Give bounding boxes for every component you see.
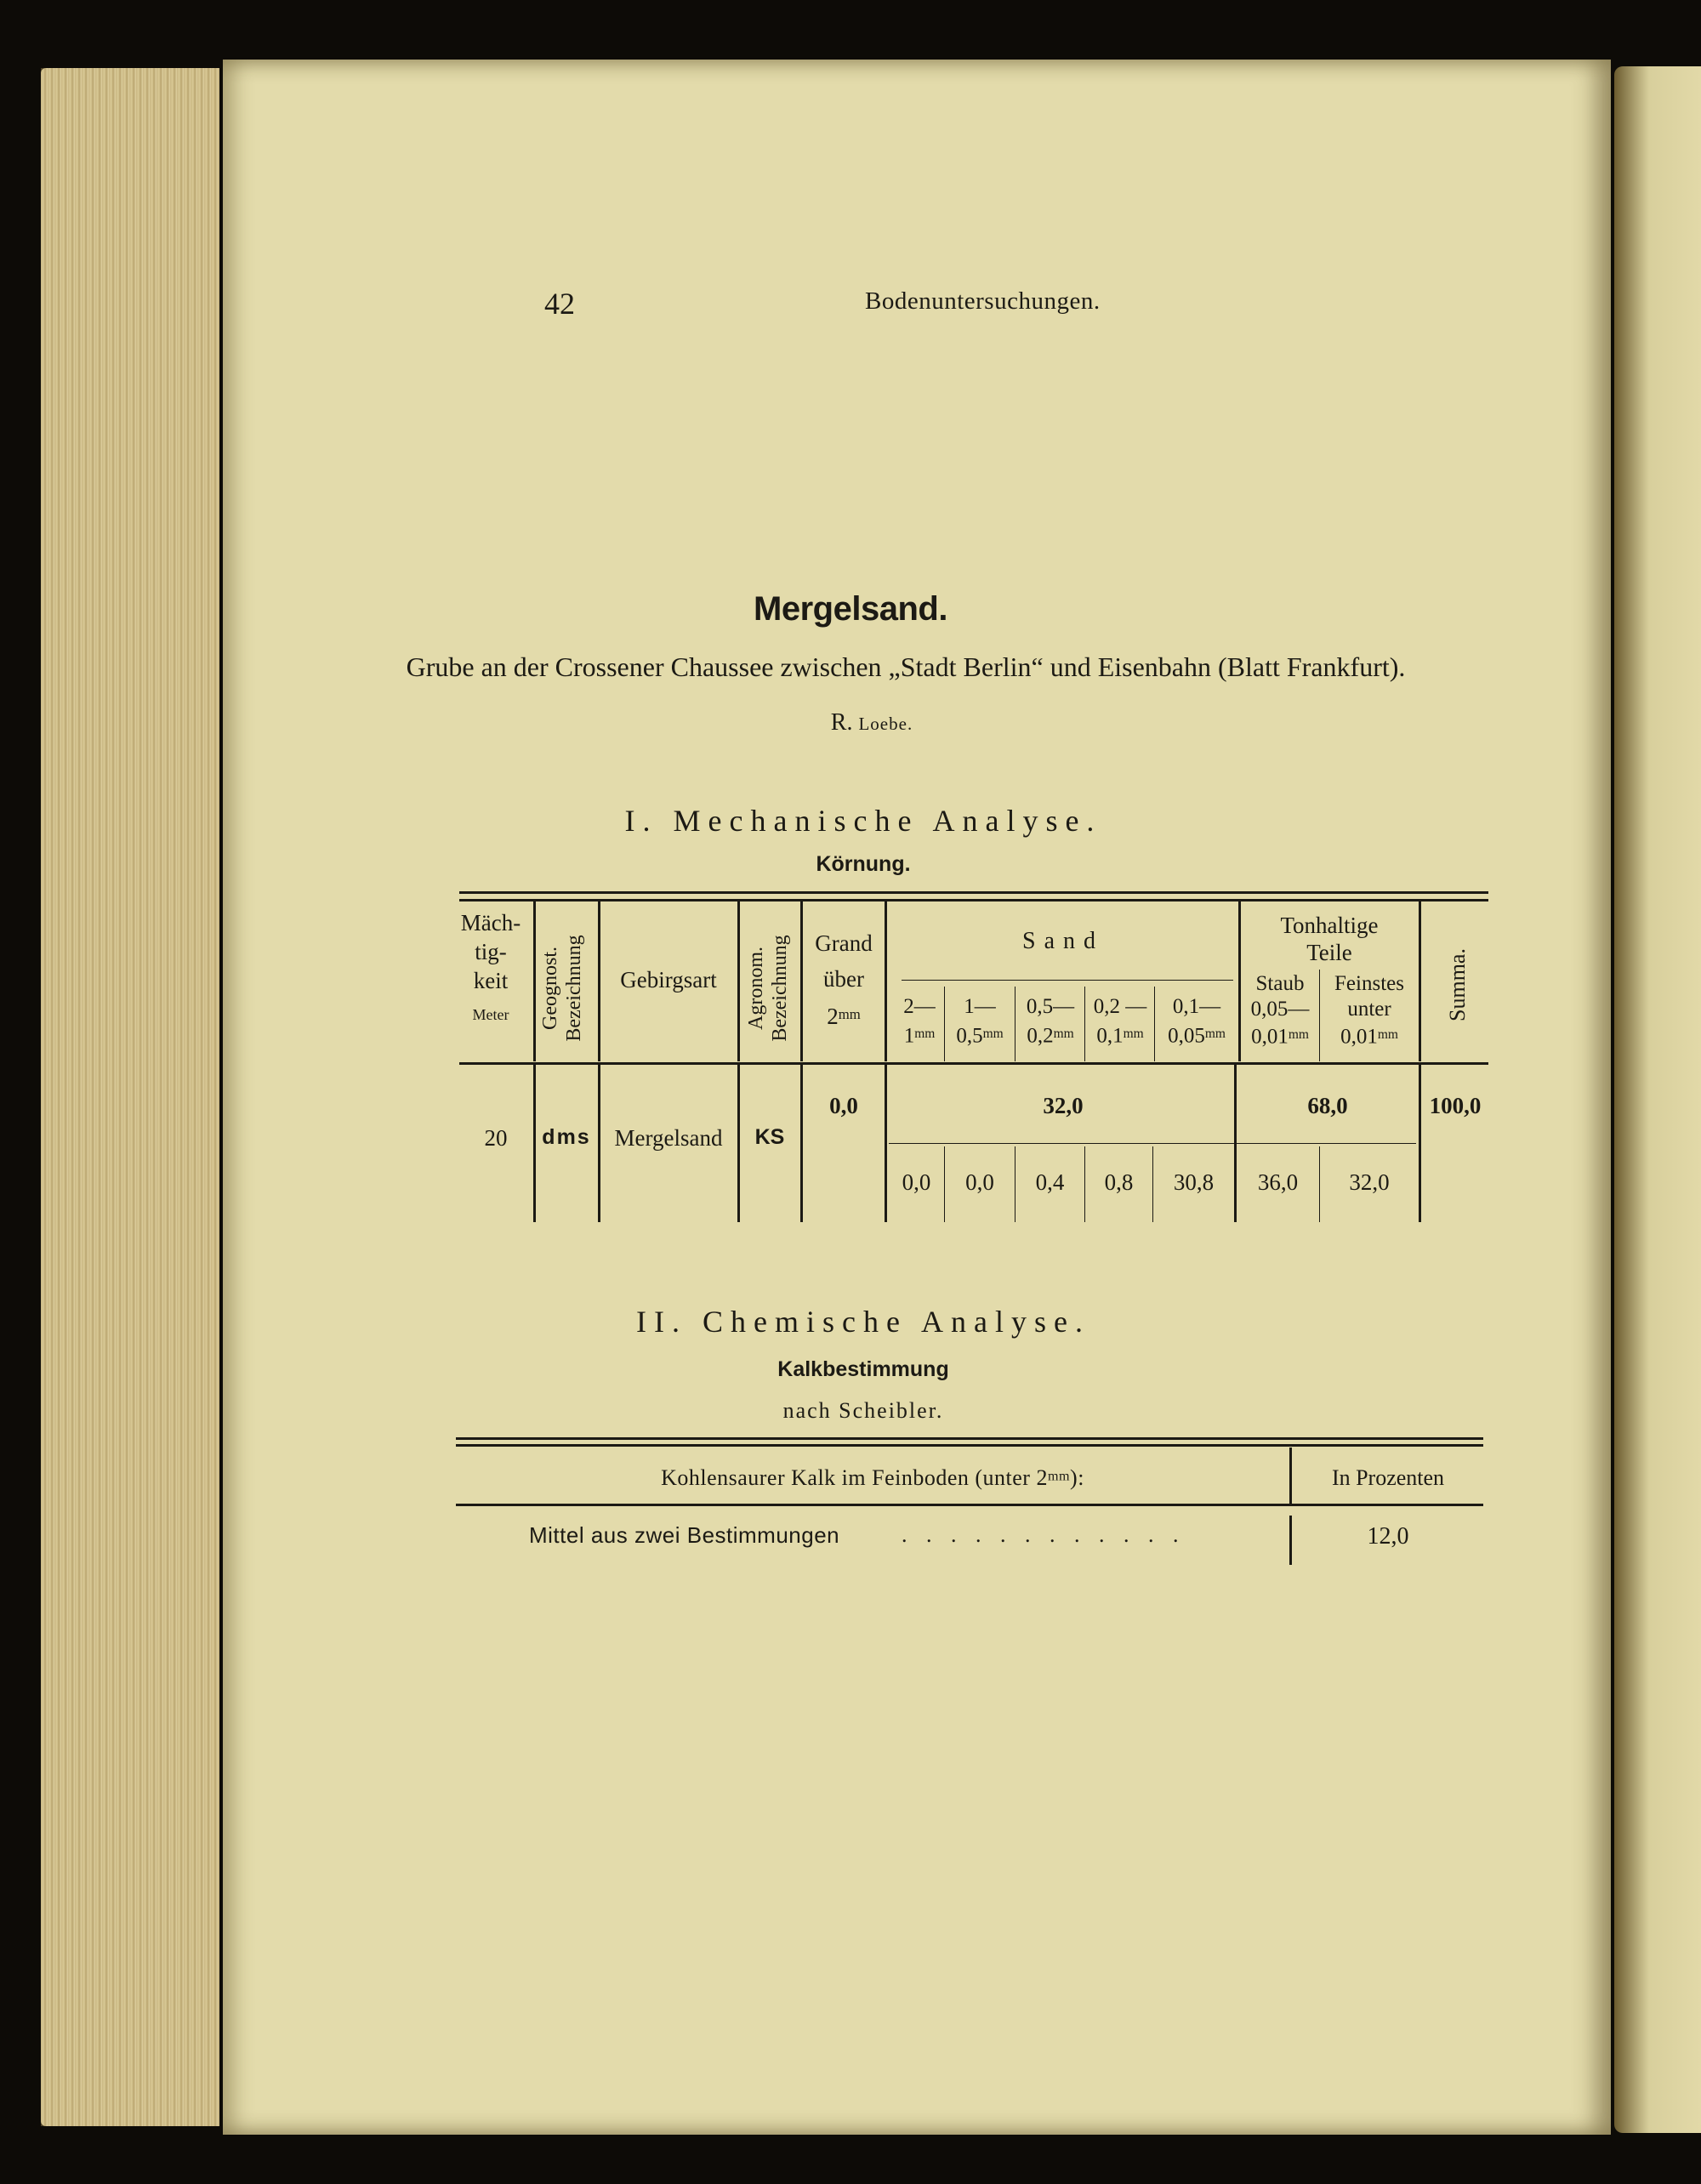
- cell-geognost: dms: [542, 1125, 591, 1149]
- header-line: Bezeichnung: [769, 935, 791, 1042]
- total-sub-rule: [889, 1143, 1416, 1144]
- header-line: keit: [473, 968, 509, 993]
- fraction-bottom: 0,01: [1251, 1025, 1289, 1049]
- unit: mm: [1204, 1027, 1226, 1041]
- cell-sand-total: 32,0: [1043, 1093, 1084, 1118]
- author-initial: R.: [830, 709, 853, 736]
- header-line: Bezeichnung: [563, 935, 585, 1042]
- unit: mm: [1047, 1469, 1071, 1484]
- author-line: [0, 709, 1701, 737]
- unit: mm: [838, 1006, 861, 1022]
- subheading-kalkbestimmung: Kalkbestimmung: [777, 1357, 949, 1381]
- fraction-top: unter: [1347, 998, 1391, 1021]
- header-maechtigkeit: [449, 908, 532, 1029]
- unit: mm: [1288, 1027, 1309, 1042]
- table-top-rule: [459, 891, 1488, 894]
- unit: mm: [914, 1027, 936, 1041]
- header-sand-fraction: [945, 993, 1015, 1049]
- cell-grand: 0,0: [829, 1093, 858, 1118]
- header-agronom: [744, 907, 795, 1069]
- fraction-top: 0,5—: [1026, 995, 1075, 1018]
- cell-tonhaltige-total: 68,0: [1307, 1093, 1348, 1118]
- header-line: [803, 997, 885, 1034]
- fraction-top: 0,05—: [1250, 998, 1310, 1021]
- col-rule: [1419, 1065, 1421, 1222]
- unit: mm: [1377, 1027, 1398, 1042]
- fraction-top: 1—: [964, 995, 996, 1018]
- header-line: tig-: [475, 939, 507, 964]
- header-line: über: [823, 966, 864, 992]
- method-note: nach Scheibler.: [782, 1398, 944, 1423]
- fraction-bottom: 0,05: [1168, 1024, 1205, 1048]
- fraction-top: 0,1—: [1172, 995, 1221, 1018]
- cell-sand-fraction: 0,8: [1104, 1169, 1134, 1195]
- header-sand-fraction: [1015, 993, 1085, 1049]
- sand-sub-rule: [902, 980, 1233, 981]
- header-kohlensaurer-kalk: [459, 1465, 1286, 1491]
- cell-sand-fraction: 0,0: [902, 1169, 931, 1195]
- row-label: Mittel aus zwei Bestimmungen: [529, 1522, 840, 1548]
- col-rule: [885, 901, 887, 1061]
- header-line: Mäch-: [460, 910, 521, 936]
- header-sand-fraction: [1155, 993, 1238, 1049]
- col-rule: [1289, 1516, 1292, 1565]
- header-staub: [1241, 971, 1319, 1049]
- header-line: Geognost.: [539, 947, 561, 1030]
- book-page-edges: [41, 68, 219, 2126]
- header-sand-fraction: [1085, 993, 1155, 1049]
- header-summa: Summa.: [1445, 948, 1470, 1021]
- table-top-rule-2: [456, 1444, 1483, 1447]
- header-feinstes: [1320, 971, 1419, 1049]
- header-sand: Sand: [1022, 928, 1104, 954]
- grand-size: 2: [827, 1003, 839, 1029]
- page-number: 42: [544, 287, 575, 321]
- cell-sand-fraction: 30,8: [1173, 1169, 1215, 1195]
- section-heading-mechanical: I. Mechanische Analyse.: [624, 804, 1102, 838]
- col-rule: [533, 901, 536, 1061]
- location-subtitle: Grube an der Crossener Chaussee zwischen „Stadt Berlin“ und Eisenbahn (Blatt Frankfurt).: [406, 651, 1406, 682]
- facing-page-edge: [1614, 66, 1701, 2133]
- running-head: Bodenuntersuchungen.: [865, 287, 1101, 315]
- fraction-top: 2—: [903, 995, 936, 1018]
- header-gebirgsart: Gebirgsart: [620, 967, 717, 992]
- cell-staub: 36,0: [1257, 1169, 1299, 1195]
- col-rule: [1289, 1447, 1292, 1504]
- unit: mm: [982, 1027, 1004, 1041]
- fraction-bottom: 0,01: [1340, 1025, 1378, 1049]
- fraction-bottom: 0,2: [1027, 1024, 1054, 1048]
- header-text: Kohlensaurer Kalk im Feinboden (unter 2: [661, 1465, 1048, 1490]
- cell-gebirgsart: Mergelsand: [614, 1125, 723, 1151]
- cell-sand-fraction: 0,4: [1035, 1169, 1065, 1195]
- unit: mm: [1053, 1027, 1074, 1041]
- cell-agronom: KS: [754, 1125, 785, 1149]
- subheading-koernung: Körnung.: [816, 852, 911, 876]
- fraction-bottom: 0,1: [1096, 1024, 1124, 1048]
- header-line: Staub: [1255, 972, 1305, 995]
- header-line: Agronom.: [745, 947, 767, 1030]
- table-top-rule: [456, 1437, 1483, 1440]
- header-text-end: ):: [1070, 1465, 1084, 1490]
- header-geognost: [538, 907, 589, 1069]
- header-line: Teile: [1306, 940, 1352, 965]
- unit: mm: [1123, 1027, 1144, 1041]
- cell-sand-fraction: 0,0: [965, 1169, 994, 1195]
- row-value: 12,0: [1367, 1523, 1409, 1550]
- page-title: Mergelsand.: [754, 590, 947, 628]
- fraction-bottom: 1: [903, 1024, 915, 1048]
- cell-maechtigkeit: 20: [484, 1125, 508, 1151]
- header-line: Tonhaltige: [1280, 913, 1379, 938]
- col-rule: [1419, 901, 1421, 1061]
- table-top-rule-2: [459, 899, 1488, 901]
- header-rule: [456, 1504, 1483, 1506]
- header-rule: [459, 1062, 1488, 1065]
- fraction-bottom: 0,5: [956, 1024, 983, 1048]
- cell-feinstes: 32,0: [1349, 1169, 1390, 1195]
- fraction-top: 0,2 —: [1093, 995, 1147, 1018]
- row-leader-dots: . . . . . . . . . . . .: [902, 1522, 1186, 1547]
- header-in-prozenten: In Prozenten: [1331, 1465, 1445, 1490]
- cell-summa: 100,0: [1429, 1093, 1482, 1118]
- header-tonhaltige: [1241, 912, 1418, 966]
- header-line: Grand: [815, 930, 873, 956]
- section-heading-chemical: II. Chemische Analyse.: [636, 1305, 1090, 1339]
- col-rule: [737, 901, 740, 1061]
- header-line: Feinstes: [1334, 972, 1404, 995]
- col-rule: [800, 1065, 803, 1222]
- header-sand-fraction: [895, 993, 944, 1049]
- header-unit: Meter: [472, 1006, 509, 1023]
- col-rule: [885, 1065, 887, 1222]
- author-name: Loebe.: [858, 714, 913, 734]
- header-grand: [803, 925, 885, 1034]
